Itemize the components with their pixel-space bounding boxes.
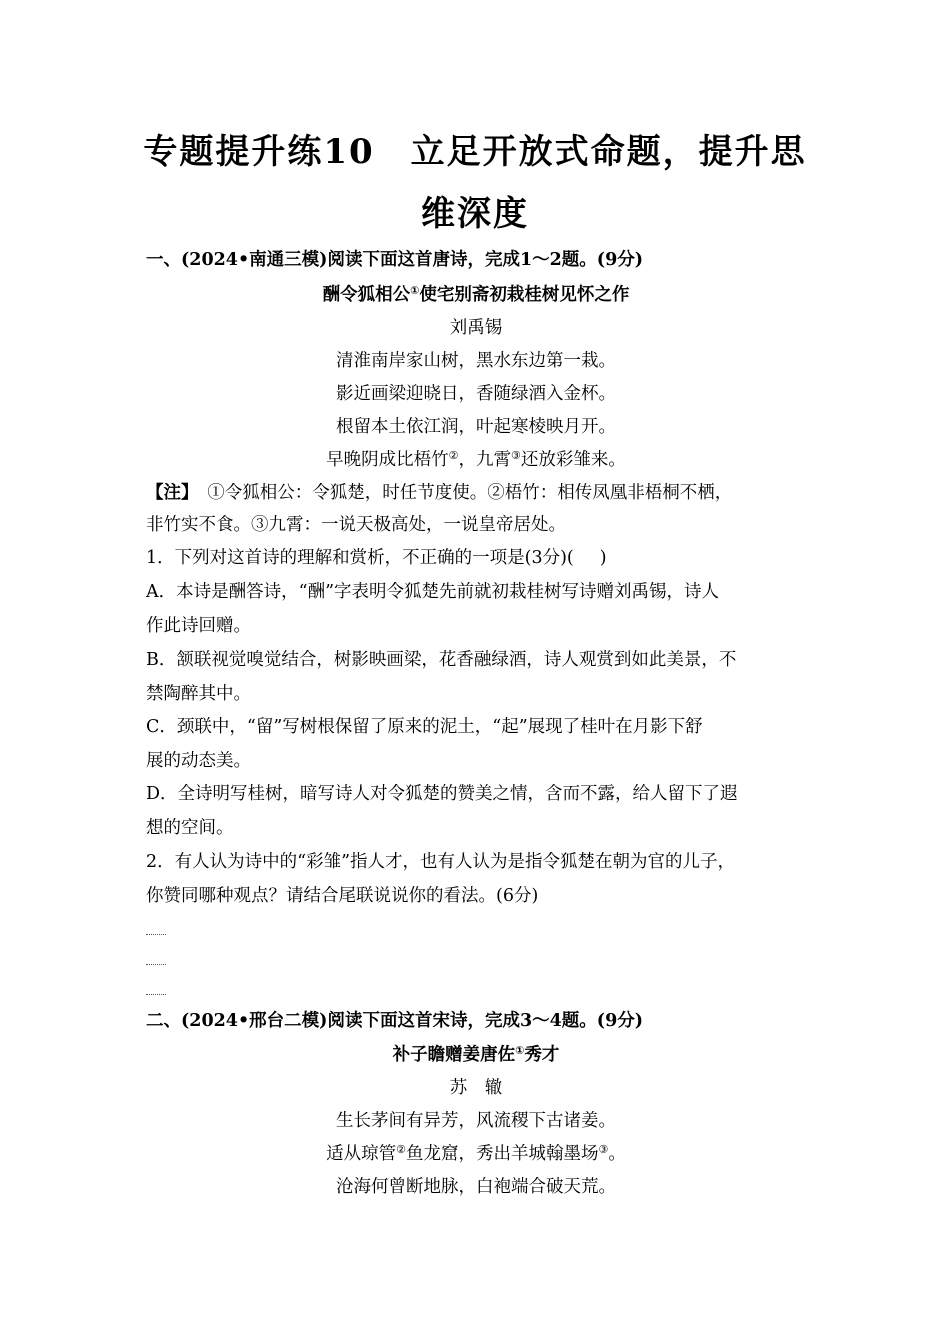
page-title-line2: 维深度 [421, 194, 529, 234]
answer-line-3[interactable] [146, 994, 166, 996]
poem2-title-a: 补子瞻赠姜唐佐 [392, 1045, 516, 1065]
option-a-line1: A．本诗是酬答诗，“酬”字表明令狐楚先前就初栽桂树写诗赠刘禹锡，诗人 [146, 582, 720, 602]
option-d-line1: D．全诗明写桂树，暗写诗人对令狐楚的赞美之情，含而不露，给人留下了遐 [146, 784, 738, 804]
poem1-note-line2: 非竹实不食。③九霄：一说天极高处，一说皇帝居处。 [146, 515, 566, 535]
page-title-line1: 专题提升练10 立足开放式命题，提升思 [143, 132, 807, 172]
poem2-line2-a: 适从琼管 [326, 1144, 397, 1164]
poem1-line4-sup2: ③ [511, 449, 521, 462]
question-2-line2: 你赞同哪种观点？请结合尾联说说你的看法。(6分) [146, 886, 539, 906]
poem2-title-sup: ① [515, 1044, 525, 1057]
poem1-line4-a: 早晚阴成比梧竹 [326, 450, 449, 470]
note-text-1: ①令狐相公：令狐楚，时任节度使。②梧竹：相传凤凰非梧桐不栖， [207, 483, 733, 503]
poem1-line4-b: ，九霄 [458, 450, 511, 470]
poem2-line1: 生长茅间有异芳，风流稷下古诸姜。 [336, 1111, 616, 1131]
poem1-title-sup: ① [410, 284, 420, 297]
answer-line-2[interactable] [146, 964, 166, 966]
poem1-title [146, 283, 806, 307]
poem2-line2-b: 鱼龙窟，秀出羊城翰墨场 [406, 1144, 599, 1164]
question-1 [146, 546, 816, 570]
option-a-line2: 作此诗回赠。 [146, 616, 251, 636]
question-1-close: ) [599, 548, 607, 568]
poem1-note-line1 [146, 481, 816, 505]
poem2-title-b: 秀才 [524, 1045, 560, 1065]
poem2-line2-c: 。 [608, 1144, 626, 1164]
question-1-stem: 1．下列对这首诗的理解和赏析，不正确的一项是(3分)( [146, 548, 574, 568]
option-b-line1: B．颔联视觉嗅觉结合，树影映画梁，花香融绿酒，诗人观赏到如此美景，不 [146, 650, 737, 670]
poem1-title-b: 使宅别斋初栽桂树见怀之作 [419, 285, 630, 305]
poem1-line2: 影近画梁迎晓日，香随绿酒入金杯。 [336, 384, 616, 404]
section1-heading: 一、(2024•南通三模)阅读下面这首唐诗，完成1～2题。(9分) [146, 250, 644, 270]
poem2-line2-sup1: ② [396, 1143, 406, 1156]
poem1-title-a: 酬令狐相公 [322, 285, 411, 305]
question-2-line1: 2．有人认为诗中的“彩雏”指人才，也有人认为是指令狐楚在朝为官的儿子， [146, 852, 736, 872]
poem1-line1: 清淮南岸家山树，黑水东边第一栽。 [336, 351, 616, 371]
poem1-line4 [146, 448, 806, 472]
poem2-line2-sup2: ③ [598, 1143, 609, 1156]
poem2-line3: 沧海何曾断地脉，白袍端合破天荒。 [336, 1177, 616, 1197]
poem2-title [146, 1043, 806, 1067]
poem1-line3: 根留本土依江润，叶起寒棱映月开。 [336, 417, 616, 437]
option-c-line1: C．颈联中，“留”写树根保留了原来的泥土，“起”展现了桂叶在月影下舒 [146, 717, 703, 737]
section2-heading: 二、(2024•邢台二模)阅读下面这首宋诗，完成3～4题。(9分) [146, 1011, 644, 1031]
poem2-author: 苏 辙 [449, 1078, 503, 1098]
answer-line-1[interactable] [146, 934, 166, 936]
poem2-line2 [146, 1142, 806, 1166]
option-c-line2: 展的动态美。 [146, 751, 251, 771]
poem1-line4-c: 还放彩雏来。 [520, 450, 626, 470]
poem1-author: 刘禹锡 [449, 318, 503, 338]
option-d-line2: 想的空间。 [146, 818, 234, 838]
option-b-line2: 禁陶醉其中。 [146, 684, 251, 704]
poem1-line4-sup1: ② [448, 449, 459, 462]
note-label: 【注】 [146, 483, 190, 503]
